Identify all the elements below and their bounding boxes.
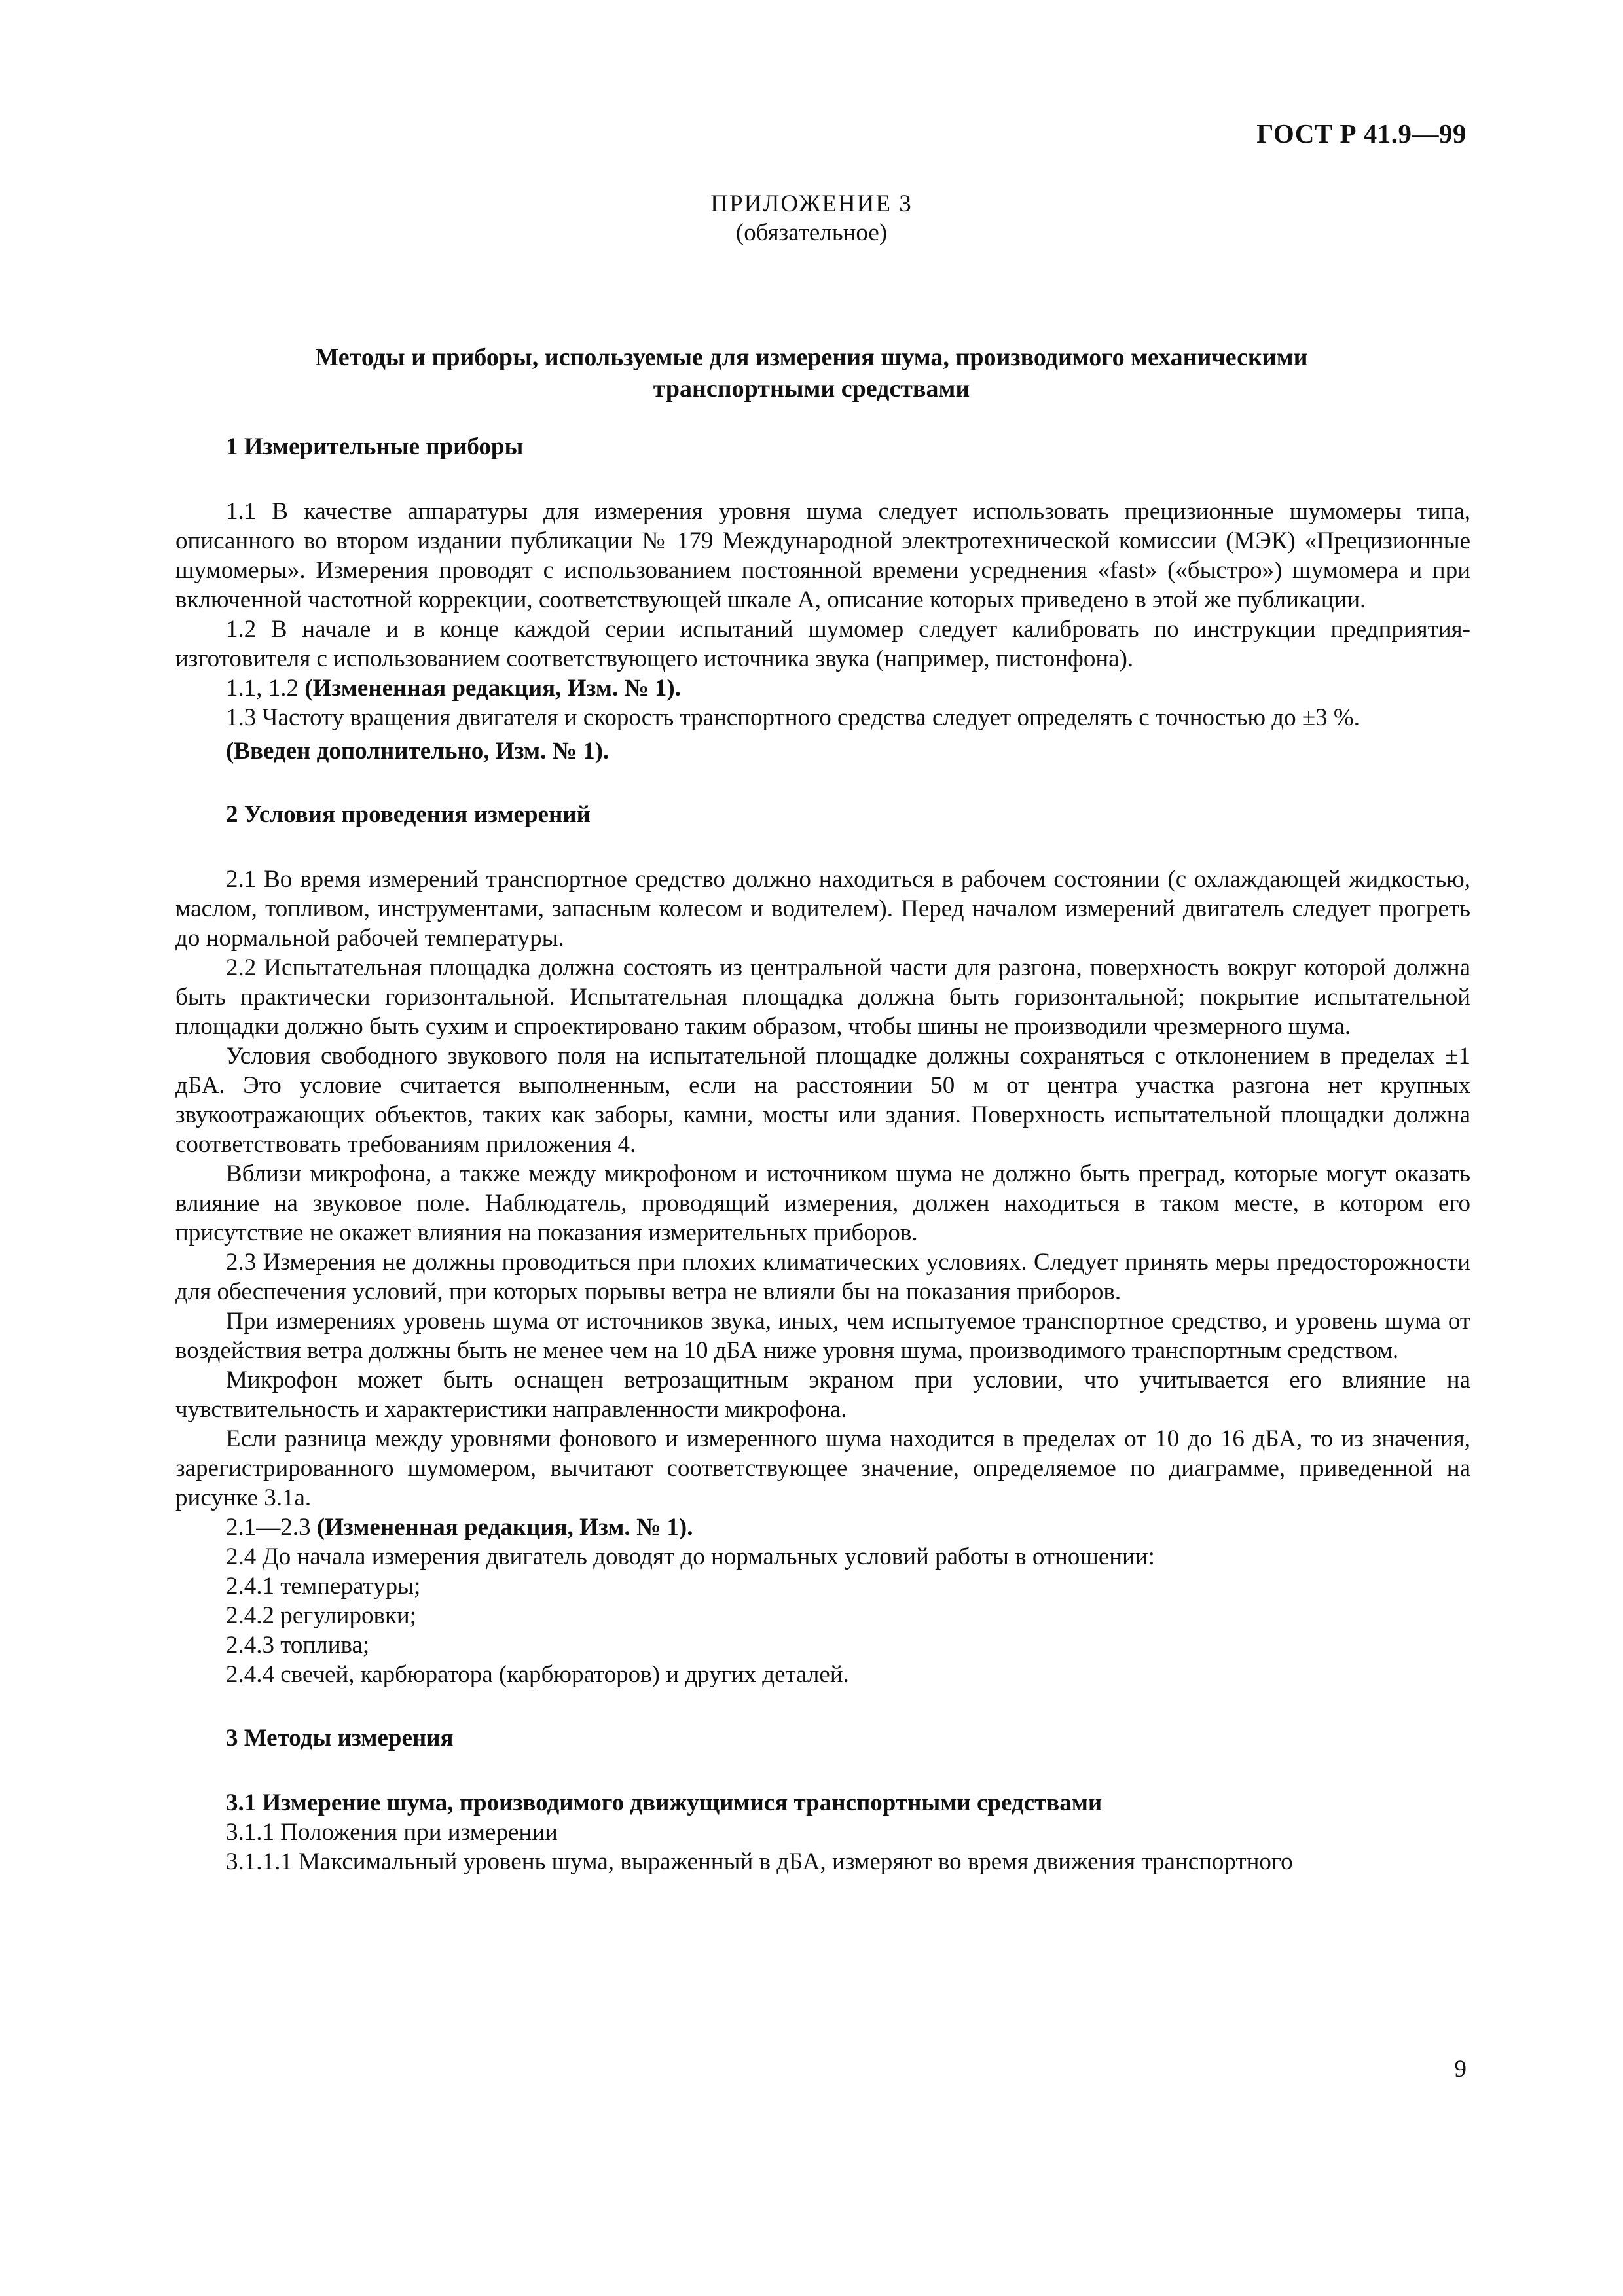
amendment-note-3-prefix: 2.1—2.3 (226, 1514, 311, 1541)
section-3-heading: 3 Методы измерения (226, 1725, 454, 1751)
paragraph-1-2: 1.2 В начале и в конце каждой серии испытаний шумомер следует калибровать по инструкции предприятия-изготовителя с использованием соответствующего источника звука (например, пистонфона). (175, 616, 1470, 672)
appendix-subtitle: (обязательное) (735, 219, 888, 246)
paragraph-2-2-c: Вблизи микрофона, а также между микрофоном и источником шума не должно быть преград, которые могут оказать влияние на звуковое поле. Наблюдатель, проводящий измерения, должен находиться в таком месте, в котором его присутствие не окажет влияния на показания измерительных приборов. (175, 1160, 1470, 1246)
paragraph-2-3: 2.3 Измерения не должны проводиться при плохих климатических условиях. Следует принять меры предосторожности для обеспечения условий, при которых порывы ветра не влияли бы на показания приборов. (175, 1249, 1470, 1305)
paragraph-2-2: 2.2 Испытательная площадка должна состоять из центральной части для разгона, поверхность вокруг которой должна быть практически горизонтальной. Испытательная площадка должна быть горизонтальной; покрытие испытательной площадки должно быть сухим и спроектировано таким образом, чтобы шины не производили чрезмерного шума. (175, 954, 1470, 1040)
paragraph-1-3: 1.3 Частоту вращения двигателя и скорость транспортного средства следует определять с точностью до ±3 %. (226, 704, 1360, 731)
amendment-note-3 (175, 1513, 1470, 1542)
paragraph-1-1: 1.1 В качестве аппаратуры для измерения уровня шума следует использовать прецизионные шумомеры типа, описанного во втором издании публикации № 179 Международной электротехнической комиссии (МЭК) «Прецизионные шумомеры». Измерения проводят с использованием постоянной времени усреднения «fast» («быстро») шумомера и при включенной частотной коррекции, соответствующей шкале А, описание которых приведено в этой же публикации. (175, 498, 1470, 613)
list-item-2-4-2: 2.4.2 регулировки; (226, 1602, 417, 1629)
appendix-label (0, 190, 1623, 247)
paragraph-3-1-1: 3.1.1 Положения при измерении (226, 1819, 558, 1846)
document-body (175, 432, 1470, 1876)
document-title-line-1: Методы и приборы, используемые для измерения шума, производимого механическими (315, 344, 1308, 371)
paragraph-2-3-b: При измерениях уровень шума от источников звука, иных, чем испытуемое транспортное средство, и уровень шума от воздействия ветра должны быть не менее чем на 10 дБА ниже уровня шума, производимого транспортным средством. (175, 1308, 1470, 1364)
amendment-note-2: (Введен дополнительно, Изм. № 1). (226, 738, 610, 764)
paragraph-2-3-d: Если разница между уровнями фонового и измеренного шума находится в пределах от 10 до 16 дБА, то из значения, зарегистрированного шумомером, вычитают соответствующее значение, определяемое по диаграмме, приведенной на рисунке 3.1а. (175, 1426, 1470, 1511)
amendment-note-1 (175, 673, 1470, 703)
document-title (196, 342, 1427, 404)
amendment-note-1-text: (Измененная редакция, Изм. № 1). (304, 675, 681, 702)
paragraph-3-1-1-1: 3.1.1.1 Максимальный уровень шума, выраженный в дБА, измеряют во время движения транспортного (226, 1848, 1293, 1875)
amendment-note-3-text: (Измененная редакция, Изм. № 1). (316, 1514, 693, 1541)
list-item-2-4-1: 2.4.1 температуры; (226, 1573, 421, 1600)
paragraph-2-1: 2.1 Во время измерений транспортное средство должно находиться в рабочем состоянии (с охлаждающей жидкостью, маслом, топливом, инструментами, запасным колесом и водителем). Перед началом измерений двигатель следует прогреть до нормальной рабочей температуры. (175, 866, 1470, 952)
list-item-2-4-3: 2.4.3 топлива; (226, 1632, 370, 1659)
page-number: 9 (1454, 2056, 1467, 2083)
section-1-heading: 1 Измерительные приборы (226, 433, 524, 460)
paragraph-2-3-c: Микрофон может быть оснащен ветрозащитным экраном при условии, что учитывается его влияние на чувствительность и характеристики направленности микрофона. (175, 1367, 1470, 1423)
standard-header: ГОСТ Р 41.9—99 (1256, 118, 1467, 149)
subsection-3-1-heading: 3.1 Измерение шума, производимого движущимися транспортными средствами (226, 1789, 1103, 1816)
section-2-heading: 2 Условия проведения измерений (226, 801, 591, 828)
appendix-title: ПРИЛОЖЕНИЕ 3 (710, 190, 913, 217)
list-item-2-4-4: 2.4.4 свечей, карбюратора (карбюраторов) и других деталей. (226, 1661, 849, 1688)
amendment-note-1-prefix: 1.1, 1.2 (226, 675, 299, 702)
paragraph-2-4: 2.4 До начала измерения двигатель доводят до нормальных условий работы в отношении: (226, 1543, 1155, 1570)
document-title-line-2: транспортными средствами (653, 375, 970, 403)
paragraph-2-2-b: Условия свободного звукового поля на испытательной площадке должны сохраняться с отклонением в пределах ±1 дБА. Это условие считается выполненным, если на расстоянии 50 м от центра участка разгона нет крупных звукоотражающих объектов, таких как заборы, камни, мосты или здания. Поверхность испытательной площадки должна соответствовать требованиям приложения 4. (175, 1043, 1470, 1158)
